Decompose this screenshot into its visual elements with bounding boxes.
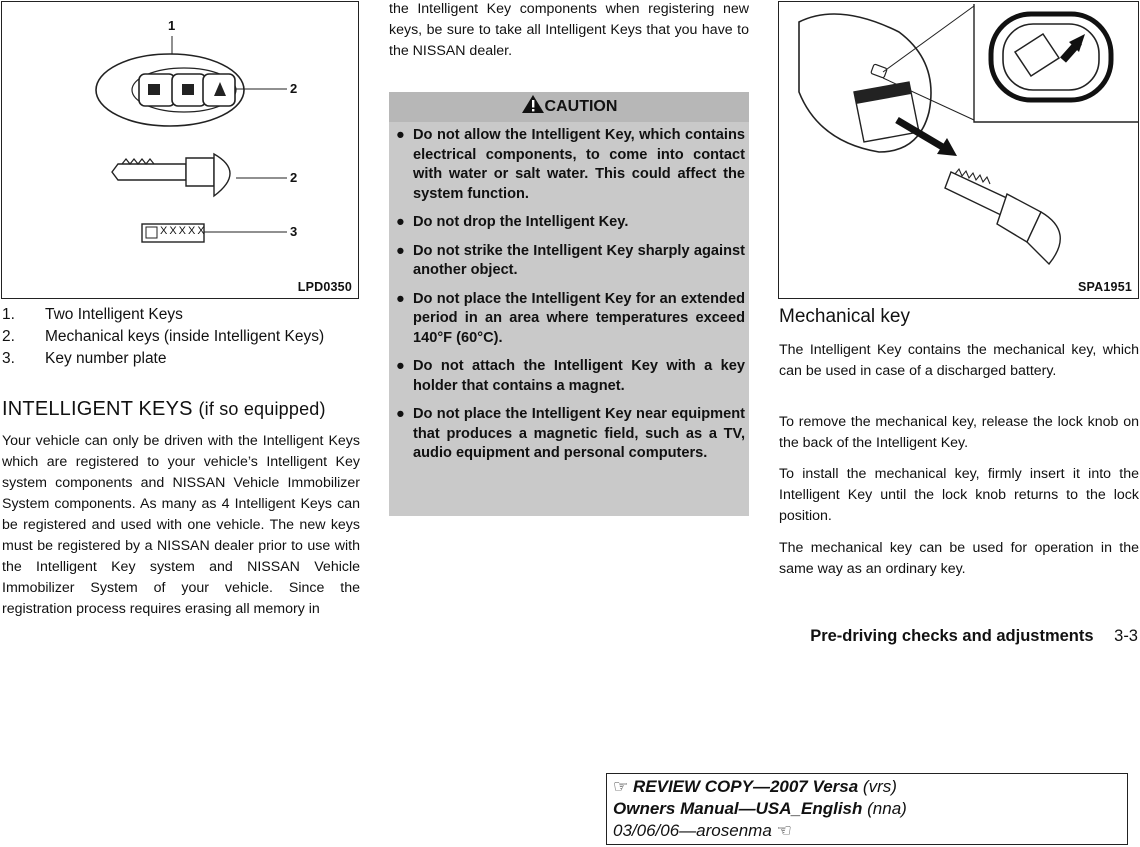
- figure-code: SPA1951: [1078, 280, 1132, 294]
- mechanical-para-3: To install the mechanical key, firmly insert it into the Intelligent Key until the lock knob returns to the lock position.: [779, 466, 1139, 524]
- mechanical-para-4: The mechanical key can be used for operation in the same way as an ordinary key.: [779, 540, 1139, 577]
- figure-code: LPD0350: [297, 280, 352, 294]
- mechanical-para-2: To remove the mechanical key, release the lock knob on the back of the Intelligent Key.: [779, 414, 1139, 451]
- pointing-hand-icon: ☞: [613, 777, 629, 796]
- intro-paragraph: Your vehicle can only be driven with the Intelligent Keys which are registered to your vehicle’s Intelligent Key system components and NISSAN Vehicle Immobilizer System components. As many as 4 Intelligent Keys can be registered and used with one vehicle. The new keys must be registered by a NISSAN dealer prior to use with the Intelligent Key system and NISSAN Vehicle Immobilizer System of your vehicle. Since the registration process requires erasing all memory in: [2, 433, 360, 617]
- page-number: 3-3: [1114, 627, 1138, 645]
- key-removal-illustration: [779, 2, 1138, 298]
- caution-list: [389, 126, 749, 473]
- callout-1: 1: [168, 18, 176, 33]
- caution-item: ● Do not strike the Intelligent Key sharply against another object.: [396, 242, 745, 278]
- caution-header: [389, 92, 749, 122]
- caution-title: CAUTION: [544, 98, 618, 115]
- review-stamp: ☞ REVIEW COPY—2007 Versa (vrs) Owners Manual—USA_English (nna) 03/06/06—arosenma ☜: [606, 773, 1128, 845]
- callout-2a: 2: [290, 81, 298, 96]
- section-title: INTELLIGENT KEYS (if so equipped): [2, 398, 326, 420]
- callout-2b: 2: [290, 170, 298, 185]
- figure-mechanical-key: [778, 1, 1139, 299]
- figure-keys: [1, 1, 359, 299]
- caution-item: ● Do not allow the Intelligent Key, which contains electrical components, to come into contact with water or salt water. This could affect the system function.: [396, 127, 745, 202]
- callout-3: 3: [290, 224, 298, 239]
- page-footer: [810, 627, 1138, 646]
- keys-illustration: [2, 2, 358, 298]
- pointing-hand-left-icon: ☜: [776, 821, 792, 840]
- caution-item: ● Do not place the Intelligent Key near equipment that produces a magnetic field, such as a TV, audio equipment and personal computers.: [396, 406, 745, 461]
- plate-text: XXXXX: [160, 225, 207, 237]
- figure-legend: [2, 304, 358, 370]
- legend-item: 3. Key number plate: [2, 350, 167, 367]
- intro-paragraph-continued: the Intelligent Key components when registering new keys, be sure to take all Intelligent Keys that you have to the NISSAN dealer.: [389, 1, 749, 59]
- caution-item: ● Do not drop the Intelligent Key.: [396, 214, 629, 230]
- caution-item: ● Do not place the Intelligent Key for an extended period in an area where temperatures exceed 140°F (60°C).: [396, 290, 745, 346]
- caution-box: [389, 92, 749, 516]
- footer-section: Pre-driving checks and adjustments: [810, 627, 1094, 645]
- legend-item: 1. Two Intelligent Keys: [2, 306, 183, 323]
- mechanical-key-heading: Mechanical key: [779, 306, 910, 327]
- mechanical-para-1: The Intelligent Key contains the mechanical key, which can be used in case of a discharged battery.: [779, 342, 1139, 379]
- warning-icon: [521, 94, 545, 114]
- caution-item: ● Do not attach the Intelligent Key with a key holder that contains a magnet.: [396, 358, 745, 394]
- legend-item: 2. Mechanical keys (inside Intelligent Keys): [2, 328, 325, 345]
